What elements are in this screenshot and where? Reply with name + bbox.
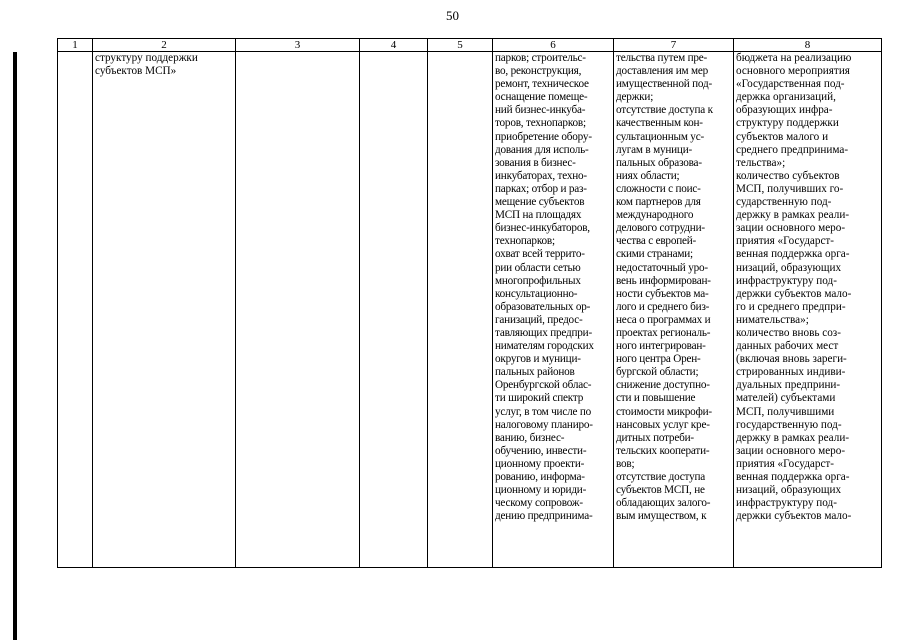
left-margin-bar [13, 52, 17, 640]
table-cell-col5 [428, 52, 493, 568]
table-header-row [58, 39, 882, 52]
column-header: 5 [428, 39, 493, 52]
table-cell-col8 [734, 52, 882, 568]
table-row [58, 52, 882, 568]
document-table [57, 38, 882, 568]
column-header: 3 [236, 39, 360, 52]
cell-text: парков; строительс- во, реконструкция, ремонт, техническое оснащение помеще- ний бизнес-инкуба- торов, технопарков; приобретение обору- дования для исполь- зования в бизнес- инкубаторах, техно- парках; отбор и раз- мещение субъектов МСП на площадях бизнес-инкубаторов, технопарков; охват всей террито- рии области сетью многопрофильных консультационно- образовательных ор- ганизаций, предос- тавляющих предпри- нимателям городских округов и муници- пальных районов Оренбургской облас- ти широкий спектр услуг, в том числе по налоговому планиро- ванию, бизнес- обучению, инвести- ционному проекти- рованию, информа- ционному и юриди- ческому сопровож- дению предпринима- [495, 52, 594, 523]
table-cell-col2 [93, 52, 236, 568]
page-number: 50 [446, 8, 459, 23]
column-header: 2 [93, 39, 236, 52]
column-header: 6 [493, 39, 614, 52]
column-header: 4 [360, 39, 428, 52]
cell-text: структуру поддержки субъектов МСП» [95, 52, 198, 78]
table-cell-col1 [58, 52, 93, 568]
table-cell-col6 [493, 52, 614, 568]
cell-text: тельства путем пре- доставления им мер имущественной под- держки; отсутствие доступа к качественным кон- сультационным ус- лугам в муници- пальных образова- ниях области; сложности с поис- ком партнеров для международного делового сотрудни- чества с европей- скими странами; недостаточный уро- вень информирован- ности субъектов ма- лого и среднего биз- неса о программах и проектах региональ- ного интегрирован- ного центра Орен- бургской области; снижение доступно- сти и повышение стоимости микрофи- нансовых услуг кре- дитных потреби- тельских кооперати- вов; отсутствие доступа субъектов МСП, не обладающих залого- вым имуществом, к [616, 52, 713, 523]
cell-text: бюджета на реализацию основного мероприятия «Государственная под- держка организаций, образующих инфра- структуру поддержки субъектов малого и среднего предпринима- тельства»; количество субъектов МСП, получивших го- сударственную под- держку в рамках реали- зации основного меро- приятия «Государст- венная поддержка орга- низаций, образующих инфраструктуру под- держки субъектов мало- го и среднего предпри- нимательства»; количество вновь соз- данных рабочих мест (включая вновь зареги- стрированных индиви- дуальных предприни- мателей) субъектами МСП, получившими государственную под- держку в рамках реали- зации основного меро- приятия «Государст- венная поддержка орга- низаций, образующих инфраструктуру под- держки субъектов мало- [736, 52, 852, 523]
table-cell-col7 [614, 52, 734, 568]
column-header: 1 [58, 39, 93, 52]
column-header: 7 [614, 39, 734, 52]
table-cell-col4 [360, 52, 428, 568]
column-header: 8 [734, 39, 882, 52]
table-cell-col3 [236, 52, 360, 568]
